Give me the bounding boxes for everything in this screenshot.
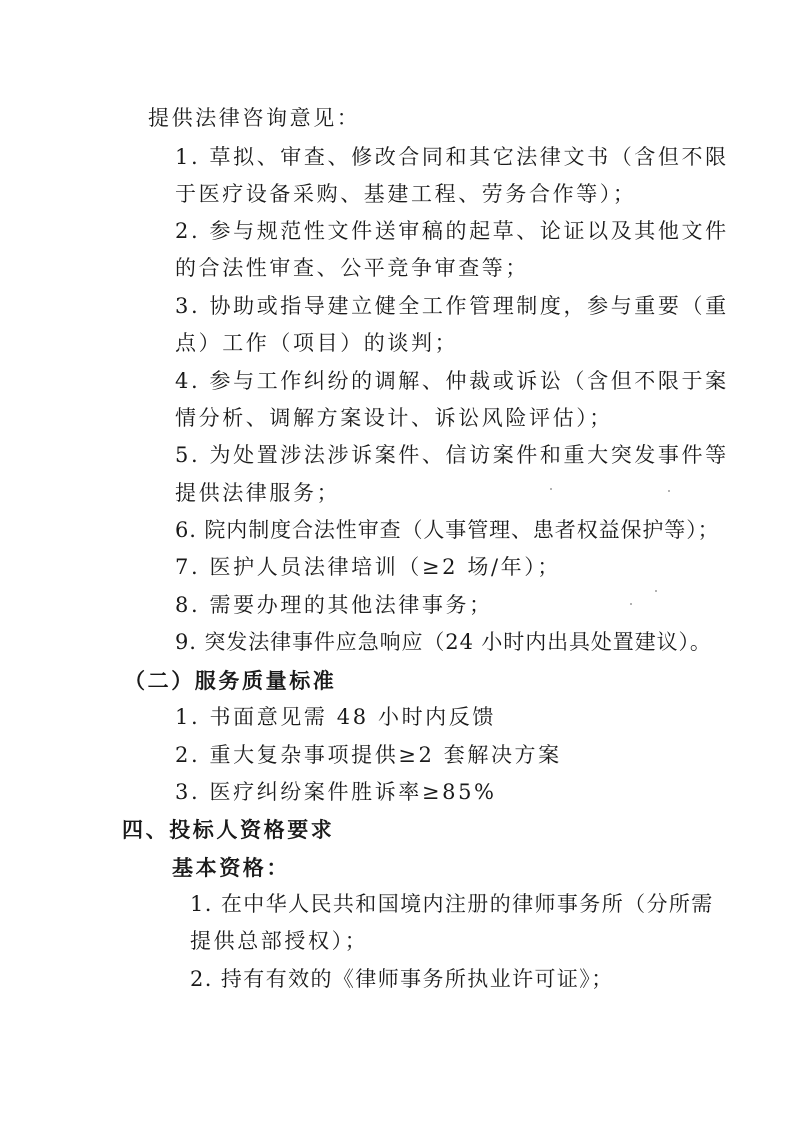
service-item-3-line-1: 3. 协助或指导建立健全工作管理制度，参与重要（重 bbox=[175, 294, 729, 318]
service-item-4-line-2: 情分析、调解方案设计、诉讼风险评估）； bbox=[175, 406, 613, 430]
basic-item-1-line-2: 提供总部授权）； bbox=[190, 929, 369, 953]
quality-item-1: 1. 书面意见需 48 小时内反馈 bbox=[175, 705, 496, 729]
service-item-2-line-1: 2. 参与规范性文件送审稿的起草、论证以及其他文件 bbox=[175, 219, 729, 243]
basic-item-2: 2. 持有有效的《律师事务所执业许可证》； bbox=[190, 967, 614, 991]
intro-line: 提供法律咨询意见： bbox=[148, 106, 361, 130]
service-item-9: 9. 突发法律事件应急响应（24 小时内出具处置建议）。 bbox=[175, 630, 712, 654]
quality-standards-heading: （二）服务质量标准 bbox=[124, 668, 337, 693]
basic-item-1-line-1: 1. 在中华人民共和国境内注册的律师事务所（分所需 bbox=[190, 892, 714, 916]
service-item-1-line-1: 1. 草拟、审查、修改合同和其它法律文书（含但不限 bbox=[175, 145, 729, 169]
service-item-2-line-2: 的合法性审查、公平竞争审查等； bbox=[175, 256, 529, 280]
service-item-7: 7. 医护人员法律培训（≥2 场/年）； bbox=[175, 555, 561, 579]
service-item-5-line-1: 5. 为处置涉法涉诉案件、信访案件和重大突发事件等 bbox=[175, 443, 729, 467]
scan-speck bbox=[550, 488, 552, 490]
quality-item-2: 2. 重大复杂事项提供≥2 套解决方案 bbox=[175, 743, 562, 767]
basic-qualifications-heading: 基本资格： bbox=[172, 855, 290, 880]
service-item-6: 6. 院内制度合法性审查（人事管理、患者权益保护等）； bbox=[175, 518, 720, 542]
scan-speck bbox=[668, 490, 670, 492]
service-item-4-line-1: 4. 参与工作纠纷的调解、仲裁或诉讼（含但不限于案 bbox=[175, 369, 729, 393]
service-item-3-line-2: 点）工作（项目）的谈判； bbox=[175, 331, 459, 355]
scan-speck bbox=[630, 603, 632, 605]
section-4-heading: 四、投标人资格要求 bbox=[122, 817, 335, 842]
service-item-1-line-2: 于医疗设备采购、基建工程、劳务合作等）； bbox=[175, 182, 637, 206]
service-item-8: 8. 需要办理的其他法律事务； bbox=[175, 593, 493, 617]
scan-speck bbox=[655, 590, 657, 592]
service-item-5-line-2: 提供法律服务； bbox=[175, 481, 341, 505]
quality-item-3: 3. 医疗纠纷案件胜诉率≥85% bbox=[175, 780, 497, 804]
